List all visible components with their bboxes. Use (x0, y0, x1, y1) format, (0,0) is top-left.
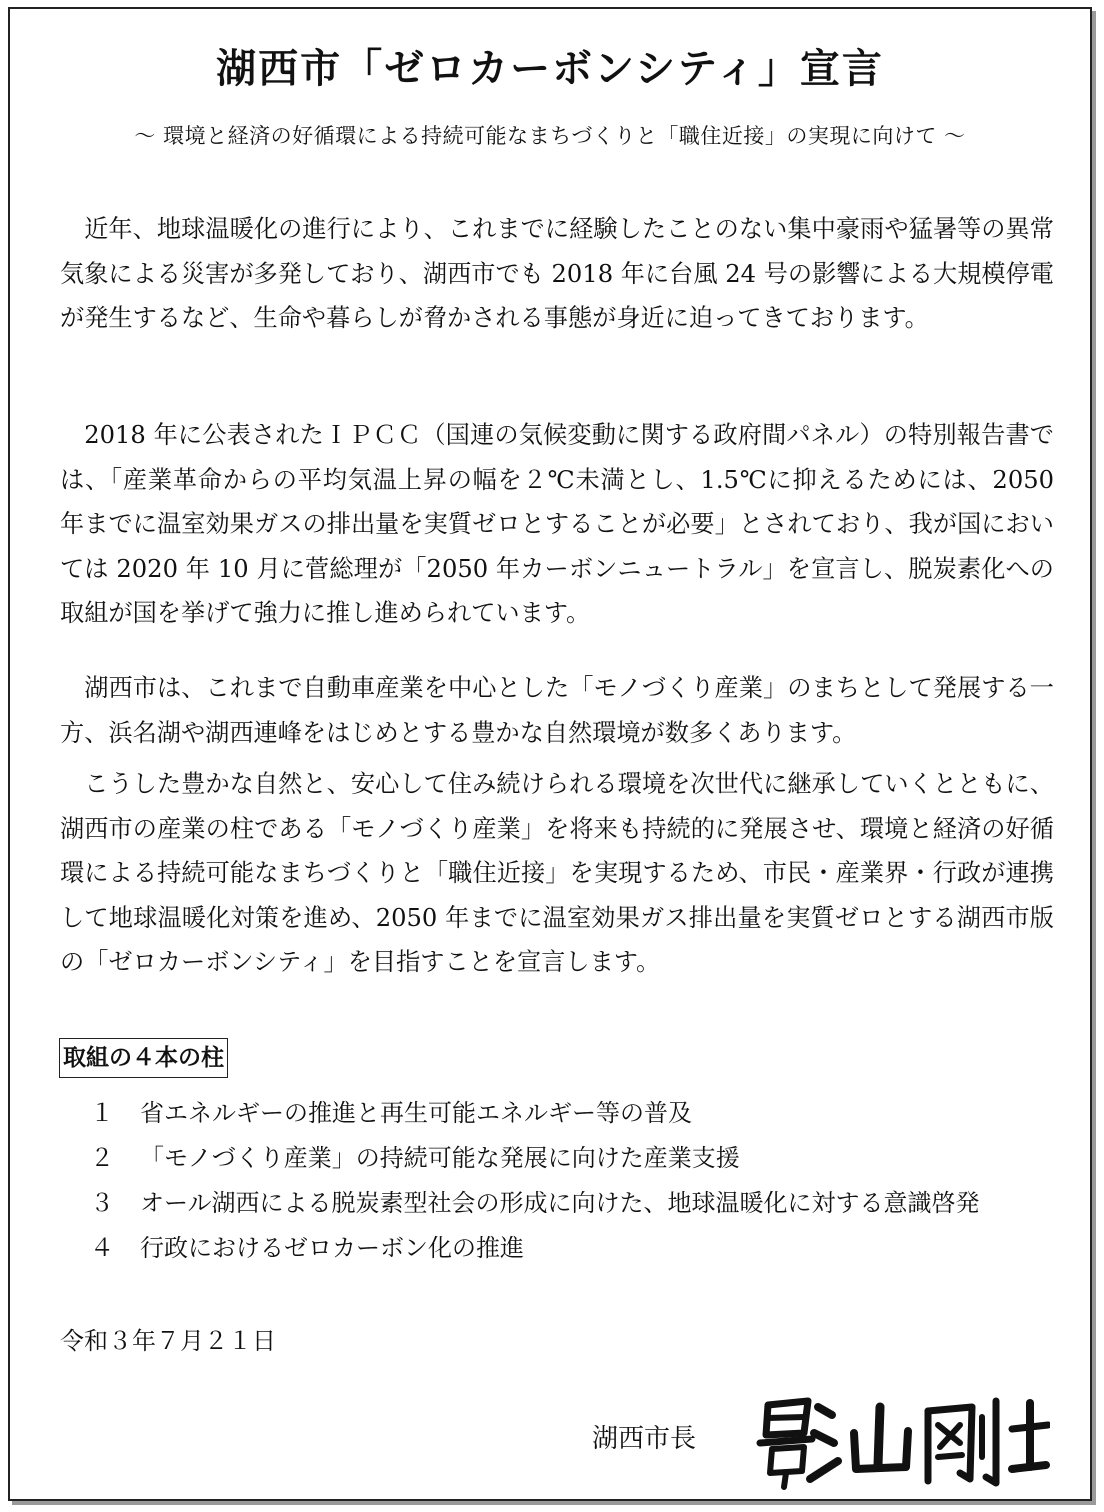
pillar-text: 行政におけるゼロカーボン化の推進 (140, 1234, 524, 1262)
pillar-number: １ (90, 1099, 114, 1127)
paragraph-2: 2018 年に公表されたＩＰＣＣ（国連の気候変動に関する政府間パネル）の特別報告書では、「産業革命からの平均気温上昇の幅を２℃未満とし、1.5℃に抑えるためには、2050 年までに温室効果ガスの排出量を実質ゼロとすることが必要」とされており、我が国においては 2020 年 10 月に菅総理が「2050 年カーボンニュートラル」を宣言し、脱炭素化への取組が国を挙げて強力に推し進められています。 (60, 421, 1054, 627)
document-frame (8, 7, 1092, 1501)
pillar-item (90, 1181, 1070, 1226)
signer-title: 湖西市長 (592, 1424, 697, 1454)
signature-image (750, 1387, 1050, 1491)
pillars-heading: 取組の４本の柱 (59, 1038, 228, 1078)
pillars-list (90, 1091, 1070, 1271)
pillar-text: オール湖西による脱炭素型社会の形成に向けた、地球温暖化に対する意識啓発 (140, 1189, 980, 1217)
pillar-number: ４ (90, 1234, 114, 1262)
pillar-item (90, 1226, 1070, 1271)
pillar-number: ２ (90, 1144, 114, 1172)
pillar-text: 省エネルギーの推進と再生可能エネルギー等の普及 (140, 1099, 692, 1127)
pillar-text: 「モノづくり産業」の持続可能な発展に向けた産業支援 (140, 1144, 740, 1172)
declaration-date: 令和３年７月２１日 (60, 1327, 276, 1355)
pillar-item (90, 1091, 1070, 1136)
page-subtitle: ～ 環境と経済の好循環による持続可能なまちづくりと「職住近接」の実現に向けて ～ (134, 124, 966, 148)
paragraph-4: こうした豊かな自然と、安心して住み続けられる環境を次世代に継承していくとともに、湖西市の産業の柱である「モノづくり産業」を将来も持続的に発展させ、環境と経済の好循環による持続可能なまちづくりと「職住近接」を実現するため、市民・産業界・行政が連携して地球温暖化対策を進め、2050 年までに温室効果ガス排出量を実質ゼロとする湖西市版の「ゼロカーボンシティ」を目指すことを宣言します。 (60, 770, 1054, 976)
pillar-item (90, 1136, 1070, 1181)
paragraph-3: 湖西市は、これまで自動車産業を中心とした「モノづくり産業」のまちとして発展する一方、浜名湖や湖西連峰をはじめとする豊かな自然環境が数多くあります。 (60, 674, 1054, 747)
page-title: 湖西市「ゼロカーボンシティ」宣言 (216, 45, 884, 92)
paragraph-1: 近年、地球温暖化の進行により、これまでに経験したことのない集中豪雨や猛暑等の異常気象による災害が多発しており、湖西市でも 2018 年に台風 24 号の影響による大規模停電が発生するなど、生命や暮らしが脅かされる事態が身近に迫ってきております。 (60, 215, 1054, 332)
pillar-number: ３ (90, 1189, 114, 1217)
